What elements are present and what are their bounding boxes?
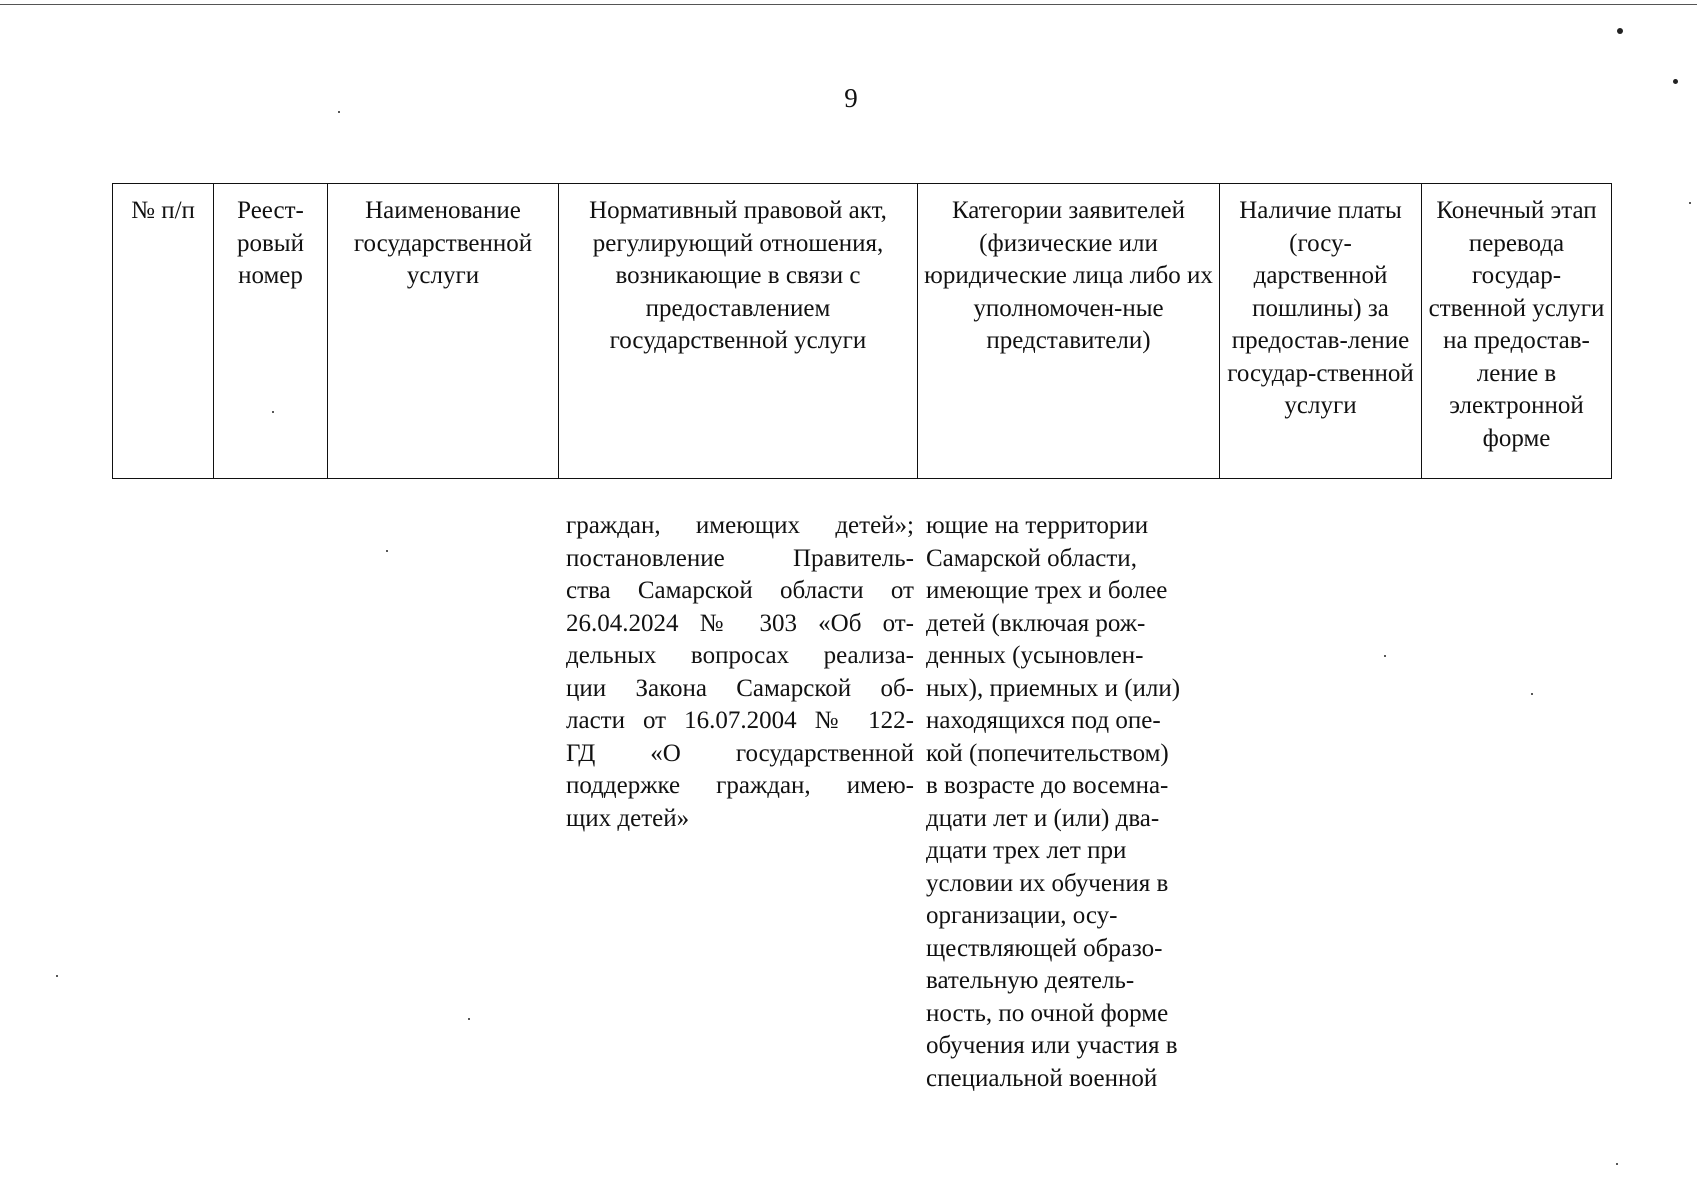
legal-act-line: щих детей» [566,804,690,832]
scan-speck [1673,79,1678,84]
applicants-line: денных (усыновлен- [926,642,1144,669]
applicants-line: вательную деятель- [926,967,1135,994]
scan-speck [338,111,340,113]
header-service-name: Наименование государственной услуги [328,184,559,479]
scan-speck [1616,1163,1618,1165]
applicants-line: дцати лет и (или) два- [926,804,1160,832]
header-fee: Наличие платы (госу-дарственной пошлины) за предостав-ление государ-ственной услуги [1220,184,1422,479]
applicants-line: в возрасте до восемна- [926,772,1169,799]
legal-act-line: ласти от 16.07.2004 № 122- [566,707,914,734]
legal-act-line: ции Закона Самарской об- [566,674,914,702]
applicants-line: ющие на территории [926,512,1149,539]
applicants-line: дцати трех лет при [926,837,1127,864]
legal-act-text [566,510,914,835]
applicants-line: имеющие трех и более [926,577,1168,604]
applicants-line: организации, осу- [926,902,1118,929]
scan-speck [272,411,274,413]
legal-act-line: постановление Правитель- [566,544,914,572]
scan-speck [1531,693,1533,695]
applicants-line: обучения или участия в [926,1032,1178,1059]
applicant-categories-text [926,510,1226,1095]
page-number: 9 [844,83,858,113]
header-final-stage: Конечный этап перевода государ-ственной услуги на предостав-ление в электронной форме [1422,184,1612,479]
legal-act-line: 26.04.2024 № 303 «Об от- [566,609,914,637]
applicants-line: находящихся под опе- [926,707,1161,734]
header-applicant-categories: Категории заявителей (физические или юридические лица либо их уполномочен-ные представители) [918,184,1220,479]
legal-act-line: поддержке граждан, имею- [566,772,914,799]
legal-act-line: ства Самарской области от [566,577,914,604]
applicants-line: условии их обучения в [926,869,1169,897]
legal-act-line: граждан, имеющих детей»; [566,512,914,539]
legal-act-line: дельных вопросах реализа- [566,642,914,669]
applicants-line: специальной военной [926,1064,1158,1092]
legal-act-line: ГД «О государственной [566,739,914,767]
header-row [113,184,1612,479]
scan-speck [386,550,388,552]
header-legal-act: Нормативный правовой акт, регулирующий отношения, возникающие в связи с предоставлением государственной услуги [559,184,918,479]
scan-speck [56,975,58,977]
applicants-line: кой (попечительством) [926,739,1169,767]
applicants-line: Самарской области, [926,544,1137,572]
scan-speck [1689,202,1691,204]
scan-speck [468,1018,470,1020]
scan-speck [1617,28,1623,34]
header-number: № п/п [113,184,214,479]
applicants-line: ность, по очной форме [926,999,1169,1027]
applicants-line: ных), приемных и (или) [926,674,1181,702]
header-registry-number: Реест-ровый номер [214,184,328,479]
scan-speck [1384,655,1386,657]
applicants-line: ществляющей образо- [926,934,1163,962]
table-header [112,183,1612,479]
applicants-line: детей (включая рож- [926,609,1146,637]
top-rule [0,4,1697,5]
